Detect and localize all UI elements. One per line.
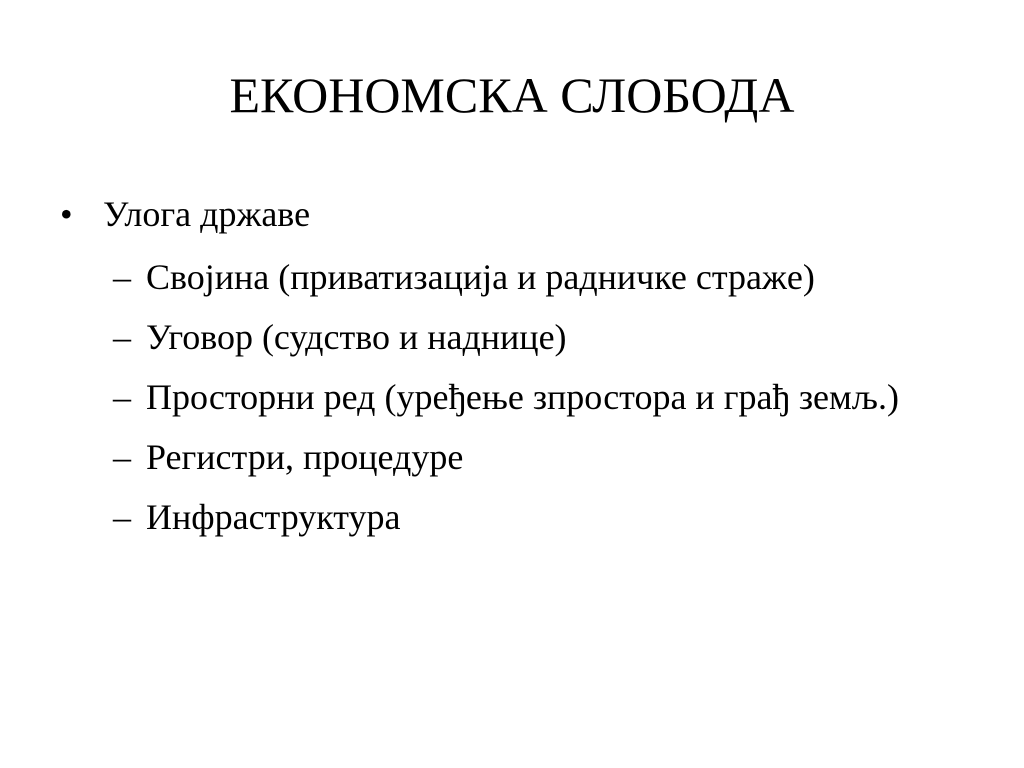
sub-bullet-text: Инфраструктура [146, 497, 401, 537]
sub-bullet-marker: – [113, 437, 131, 477]
bullet-text: Улога државе [103, 194, 311, 234]
sub-bullet-item [0, 492, 866, 542]
sub-bullet-text: Просторни ред (уређење зпростора и грађ земљ.) [146, 377, 899, 417]
sub-bullet-marker: – [113, 497, 131, 537]
sub-bullet-marker: – [113, 377, 131, 417]
sub-bullet-text: Уговор (судство и наднице) [146, 317, 567, 357]
sub-bullet-item [0, 372, 966, 422]
sub-bullet-item [0, 312, 866, 362]
bullet-marker: • [60, 194, 73, 234]
sub-bullet-text: Регистри, процедуре [146, 437, 464, 477]
sub-bullet-marker: – [113, 317, 131, 357]
sub-bullet-item [0, 432, 866, 482]
bullet-item [0, 186, 1024, 242]
slide-title: ЕКОНОМСКА СЛОБОДА [229, 67, 795, 123]
sub-bullet-marker: – [113, 257, 131, 297]
slide-content [0, 186, 1024, 542]
sub-bullet-text: Својина (приватизација и радничке стражe) [146, 257, 815, 297]
sub-bullet-item [0, 252, 866, 302]
